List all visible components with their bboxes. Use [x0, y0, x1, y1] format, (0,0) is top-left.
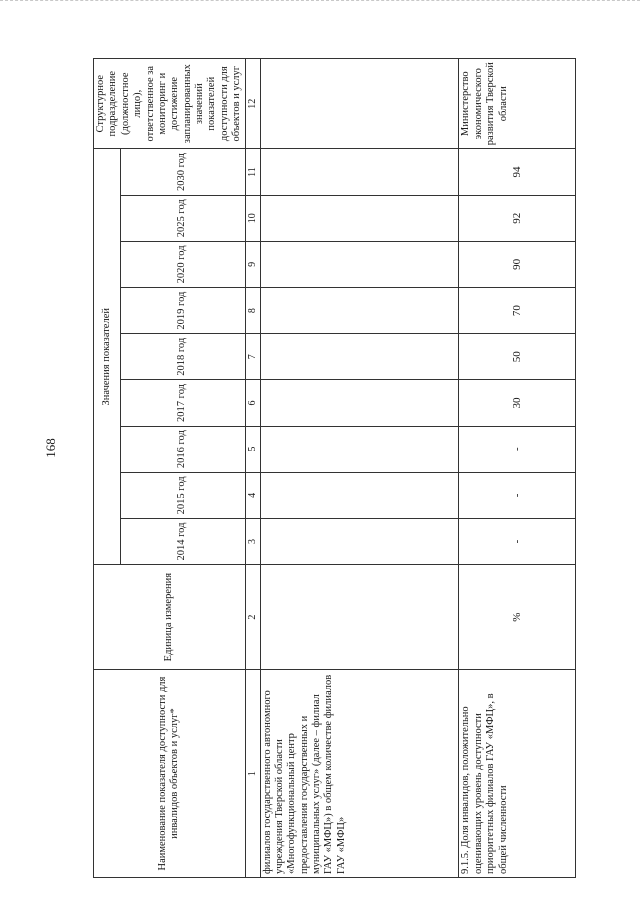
column-number: 4	[245, 472, 260, 518]
value-cell: -	[459, 426, 576, 472]
table-row	[459, 59, 576, 878]
value-cell	[260, 518, 459, 564]
accessibility-indicators-table	[93, 58, 576, 878]
indicator-name-cell: филиалов государственного автономного учреждения Тверской области «Многофункциональный центр предоставления государственных и муниципальных услуг» (далее – филиал ГАУ «МФЦ») в общем количестве филиалов ГАУ «МФЦ»	[260, 670, 459, 878]
column-number: 2	[245, 565, 260, 670]
header-indicator-values: Значения показателей	[94, 149, 121, 565]
value-cell	[260, 241, 459, 287]
rotated-table-container	[93, 58, 576, 878]
column-number: 1	[245, 670, 260, 878]
scan-edge-line	[0, 0, 640, 5]
header-year: 2025 год	[120, 195, 245, 241]
column-number: 3	[245, 518, 260, 564]
table-row	[260, 59, 459, 878]
value-cell	[260, 288, 459, 334]
value-cell: 90	[459, 241, 576, 287]
column-number: 9	[245, 241, 260, 287]
header-year: 2014 год	[120, 518, 245, 564]
header-year: 2017 год	[120, 380, 245, 426]
header-year: 2030 год	[120, 149, 245, 195]
column-number: 10	[245, 195, 260, 241]
responsible-cell: Министерство экономического развития Тверской области	[459, 59, 576, 149]
value-cell: 50	[459, 334, 576, 380]
value-cell: 92	[459, 195, 576, 241]
column-number: 7	[245, 334, 260, 380]
indicator-name-cell: 9.1.5. Доля инвалидов, положительно оценивающих уровень доступности приоритетных филиалов ГАУ «МФЦ», в общей численности	[459, 670, 576, 878]
column-number: 8	[245, 288, 260, 334]
value-cell	[260, 195, 459, 241]
value-cell	[260, 334, 459, 380]
header-indicator-name: Наименование показателя доступности для инвалидов объектов и услуг*	[94, 670, 246, 878]
column-number: 6	[245, 380, 260, 426]
header-year: 2019 год	[120, 288, 245, 334]
column-number: 12	[245, 59, 260, 149]
header-year: 2015 год	[120, 472, 245, 518]
value-cell	[260, 149, 459, 195]
value-cell	[260, 426, 459, 472]
value-cell	[260, 472, 459, 518]
value-cell: 30	[459, 380, 576, 426]
page-number: 168	[43, 438, 58, 458]
value-cell	[260, 380, 459, 426]
value-cell: -	[459, 518, 576, 564]
column-number: 5	[245, 426, 260, 472]
header-year: 2018 год	[120, 334, 245, 380]
table-region	[93, 58, 576, 878]
unit-cell: %	[459, 565, 576, 670]
value-cell: 70	[459, 288, 576, 334]
column-number: 11	[245, 149, 260, 195]
value-cell: 94	[459, 149, 576, 195]
header-year: 2020 год	[120, 241, 245, 287]
header-responsible: Структурное подразделение (должностное лицо), ответственное за мониторинг и достижение запланированных значений показателей доступности для объектов и услуг	[94, 59, 246, 149]
value-cell: -	[459, 472, 576, 518]
header-unit: Единица измерения	[94, 565, 246, 670]
unit-cell	[260, 565, 459, 670]
header-year: 2016 год	[120, 426, 245, 472]
responsible-cell	[260, 59, 459, 149]
